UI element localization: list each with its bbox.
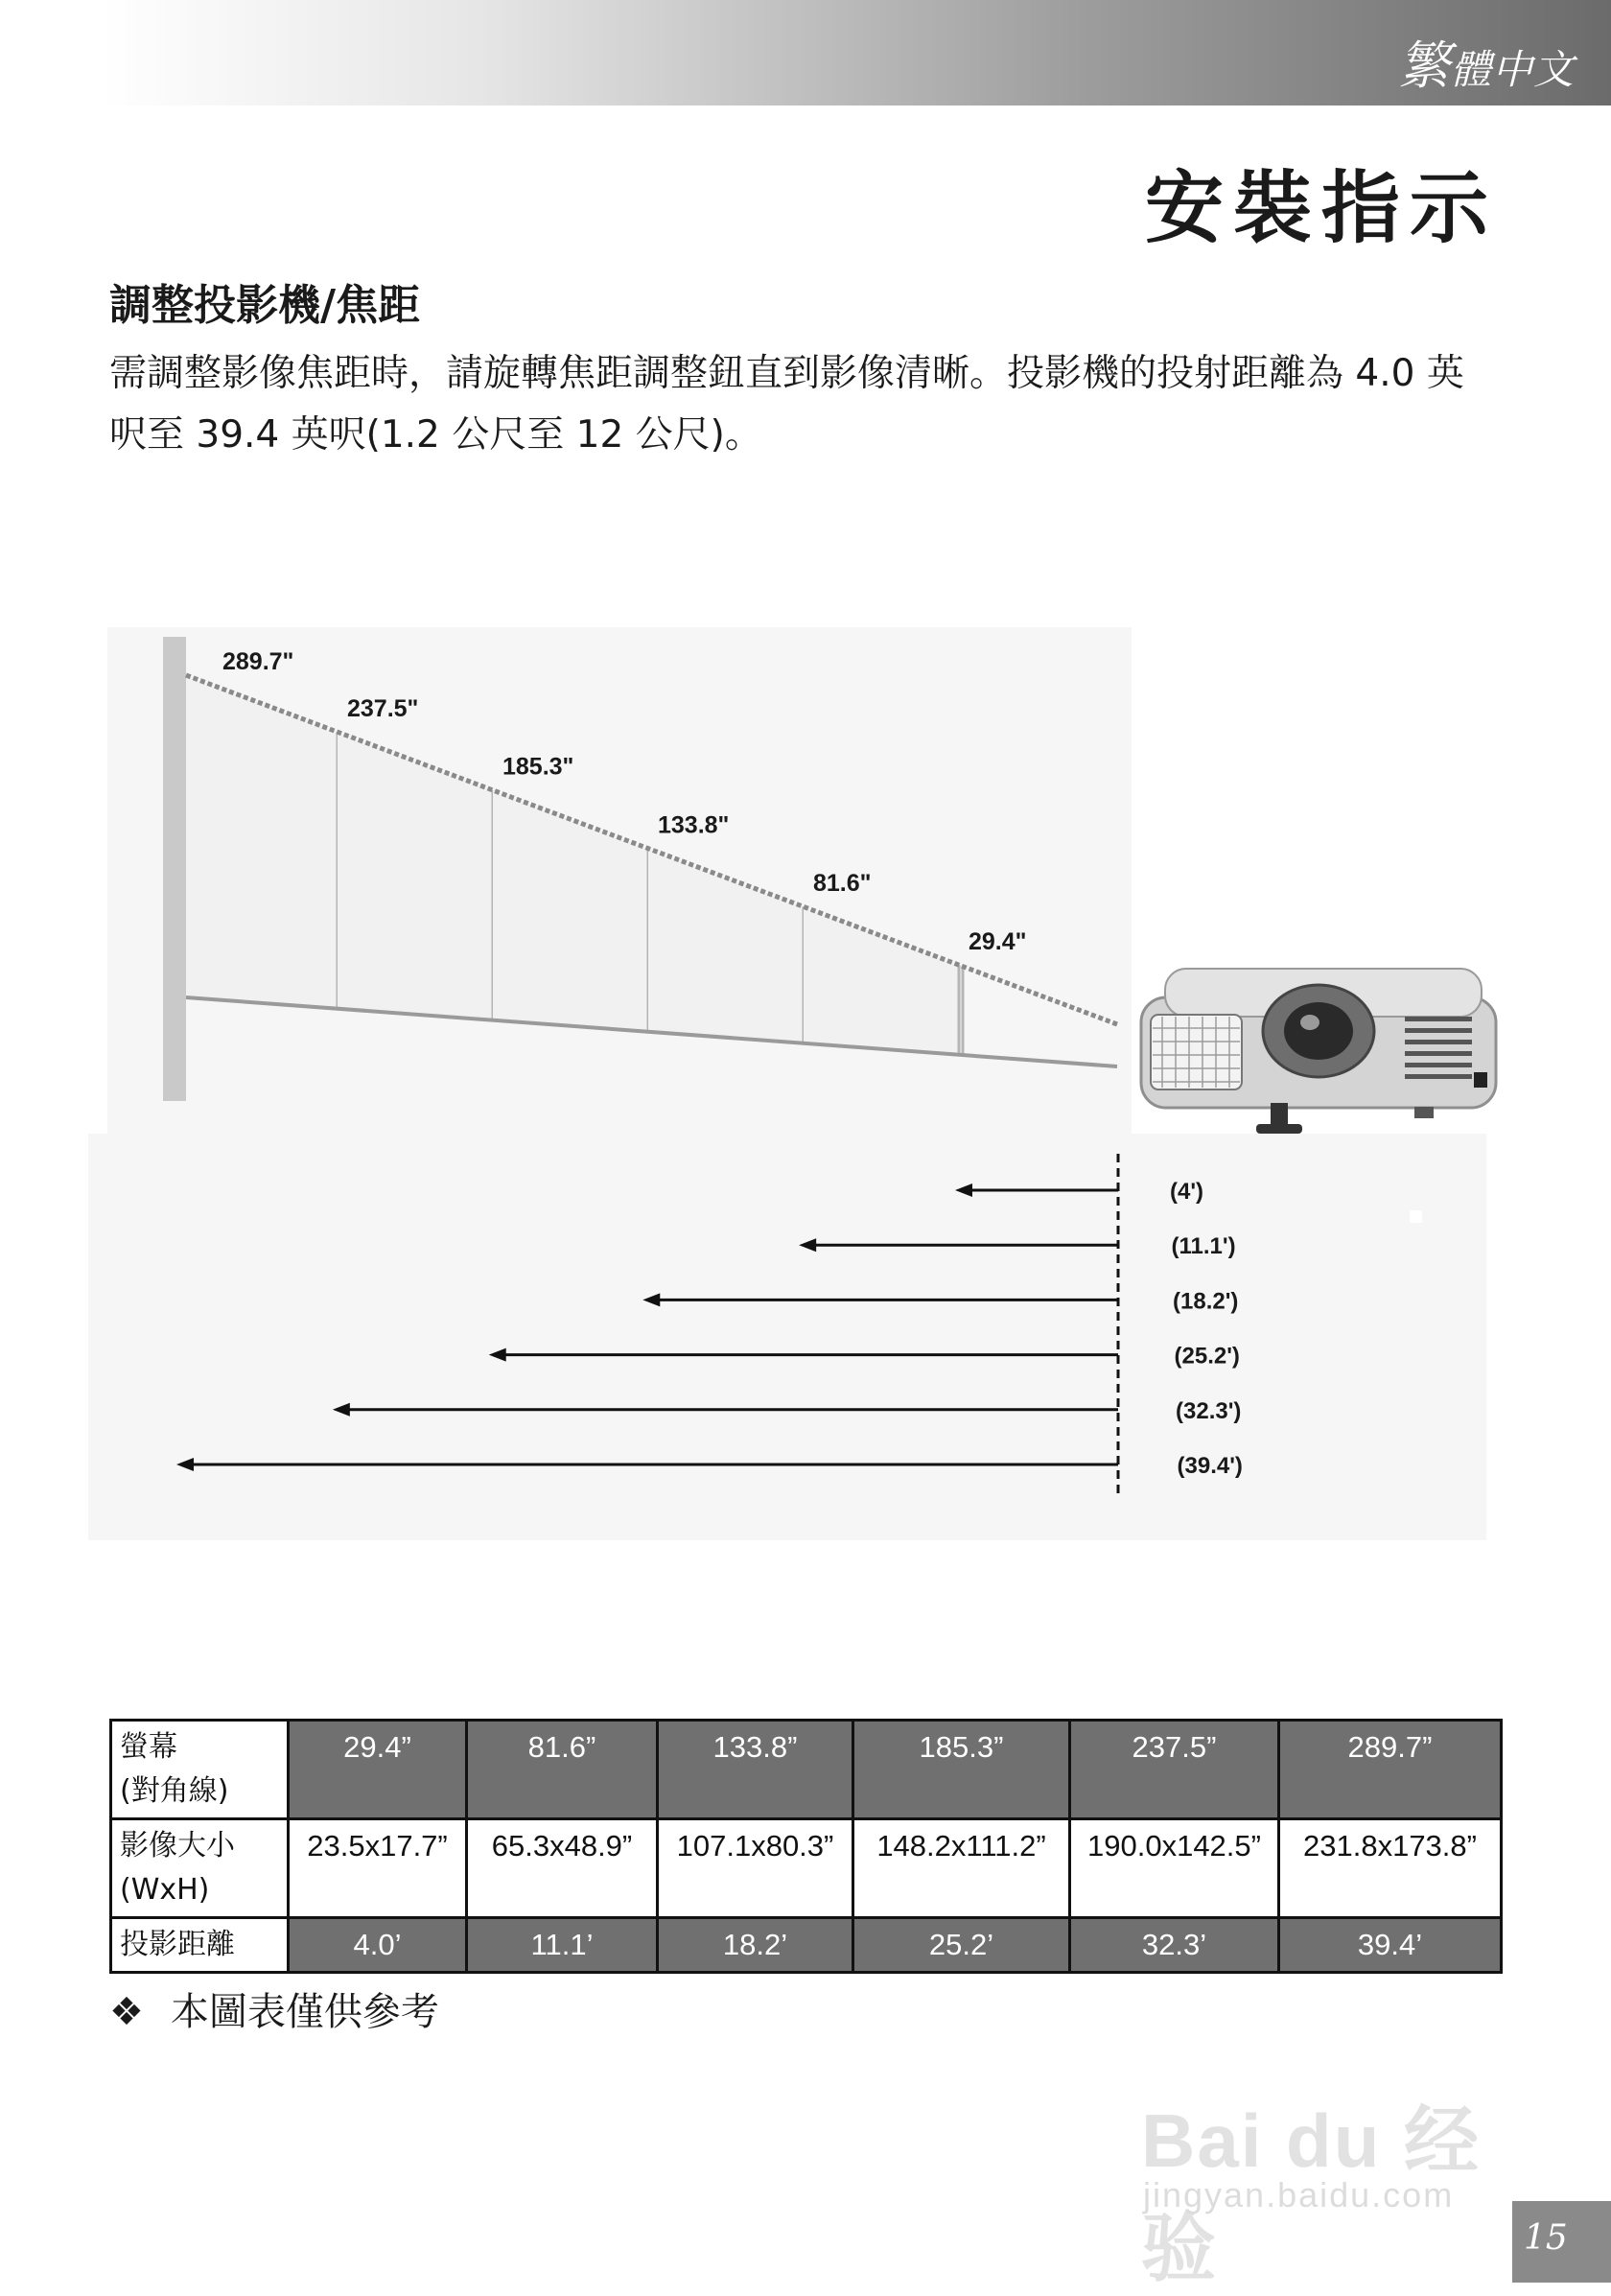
table-cell: 289.7”	[1279, 1721, 1502, 1819]
row-header-text: (對角線)	[120, 1774, 229, 1808]
table-cell: 18.2’	[658, 1918, 853, 1973]
screen-size-label: 81.6"	[813, 870, 872, 898]
diamond-bullet-icon: ❖	[109, 1990, 144, 2034]
page-number-box	[1512, 2201, 1611, 2283]
distance-label: (18.2')	[1173, 1288, 1239, 1315]
distance-label: (11.1')	[1171, 1233, 1236, 1260]
distance-label: (32.3')	[1176, 1397, 1242, 1424]
table-cell: 231.8x173.8”	[1279, 1819, 1502, 1918]
table-row	[111, 1918, 1502, 1973]
page-number: 15	[1524, 2218, 1568, 2258]
distance-label: (25.2')	[1174, 1343, 1240, 1370]
table-cell: 107.1x80.3”	[658, 1819, 853, 1918]
row-header-cell	[111, 1918, 289, 1973]
footnote	[109, 1981, 439, 2036]
table-cell: 65.3x48.9”	[467, 1819, 658, 1918]
row-header-cell	[111, 1721, 289, 1819]
table-cell: 148.2x111.2”	[853, 1819, 1070, 1918]
table-cell: 81.6”	[467, 1721, 658, 1819]
row-header-text: 投影距離	[120, 1928, 235, 1961]
row-header-text: 影像大小	[120, 1829, 235, 1863]
table-cell: 190.0x142.5”	[1070, 1819, 1279, 1918]
screen-size-label: 29.4"	[969, 927, 1027, 955]
projection-table	[109, 1719, 1503, 1974]
diagram-lower-panel	[88, 1134, 1486, 1540]
distance-label: (39.4')	[1177, 1453, 1243, 1479]
table-cell: 39.4’	[1279, 1918, 1502, 1973]
table-row	[111, 1819, 1502, 1918]
projector-illustration	[1141, 969, 1496, 1134]
table-cell: 32.3’	[1070, 1918, 1279, 1973]
table-row	[111, 1721, 1502, 1819]
table-cell: 23.5x17.7”	[289, 1819, 467, 1918]
projection-table-body	[111, 1721, 1502, 1973]
language-label-initial: 繁	[1397, 35, 1451, 96]
table-cell: 237.5”	[1070, 1721, 1279, 1819]
baidu-watermark	[1141, 2052, 1544, 2290]
body-paragraph: 需調整影像焦距時，請旋轉焦距調整鈕直到影像清晰。投影機的投射距離為 4.0 英呎至 39.4 英呎(1.2 公尺至 12 公尺)。	[109, 352, 1464, 457]
table-cell: 25.2’	[853, 1918, 1070, 1973]
page-title: 安裝指示	[1144, 163, 1498, 254]
row-header-text: 螢幕	[120, 1730, 177, 1764]
row-header-cell	[111, 1819, 289, 1918]
screen-size-label: 289.7"	[222, 648, 294, 676]
table-cell: 185.3”	[853, 1721, 1070, 1819]
watermark-logo-text: Bai du 经验	[1141, 2098, 1482, 2290]
white-mark	[1410, 1210, 1422, 1223]
table-cell: 4.0’	[289, 1918, 467, 1973]
watermark-url: jingyan.baidu.com	[1143, 2175, 1455, 2214]
screen-size-label: 237.5"	[347, 694, 419, 722]
screen-size-label: 185.3"	[502, 753, 574, 781]
table-cell: 133.8”	[658, 1721, 853, 1819]
footnote-text: 本圖表僅供參考	[170, 1990, 439, 2034]
screen-size-label: 133.8"	[658, 811, 730, 839]
row-header-text: (WxH)	[120, 1873, 210, 1907]
section-heading: 調整投影機/焦距	[109, 281, 421, 330]
table-cell: 29.4”	[289, 1721, 467, 1819]
language-label-rest: 體中文	[1450, 46, 1575, 93]
distance-label: (4')	[1170, 1179, 1204, 1205]
wall	[163, 637, 186, 1101]
table-cell: 11.1’	[467, 1918, 658, 1973]
